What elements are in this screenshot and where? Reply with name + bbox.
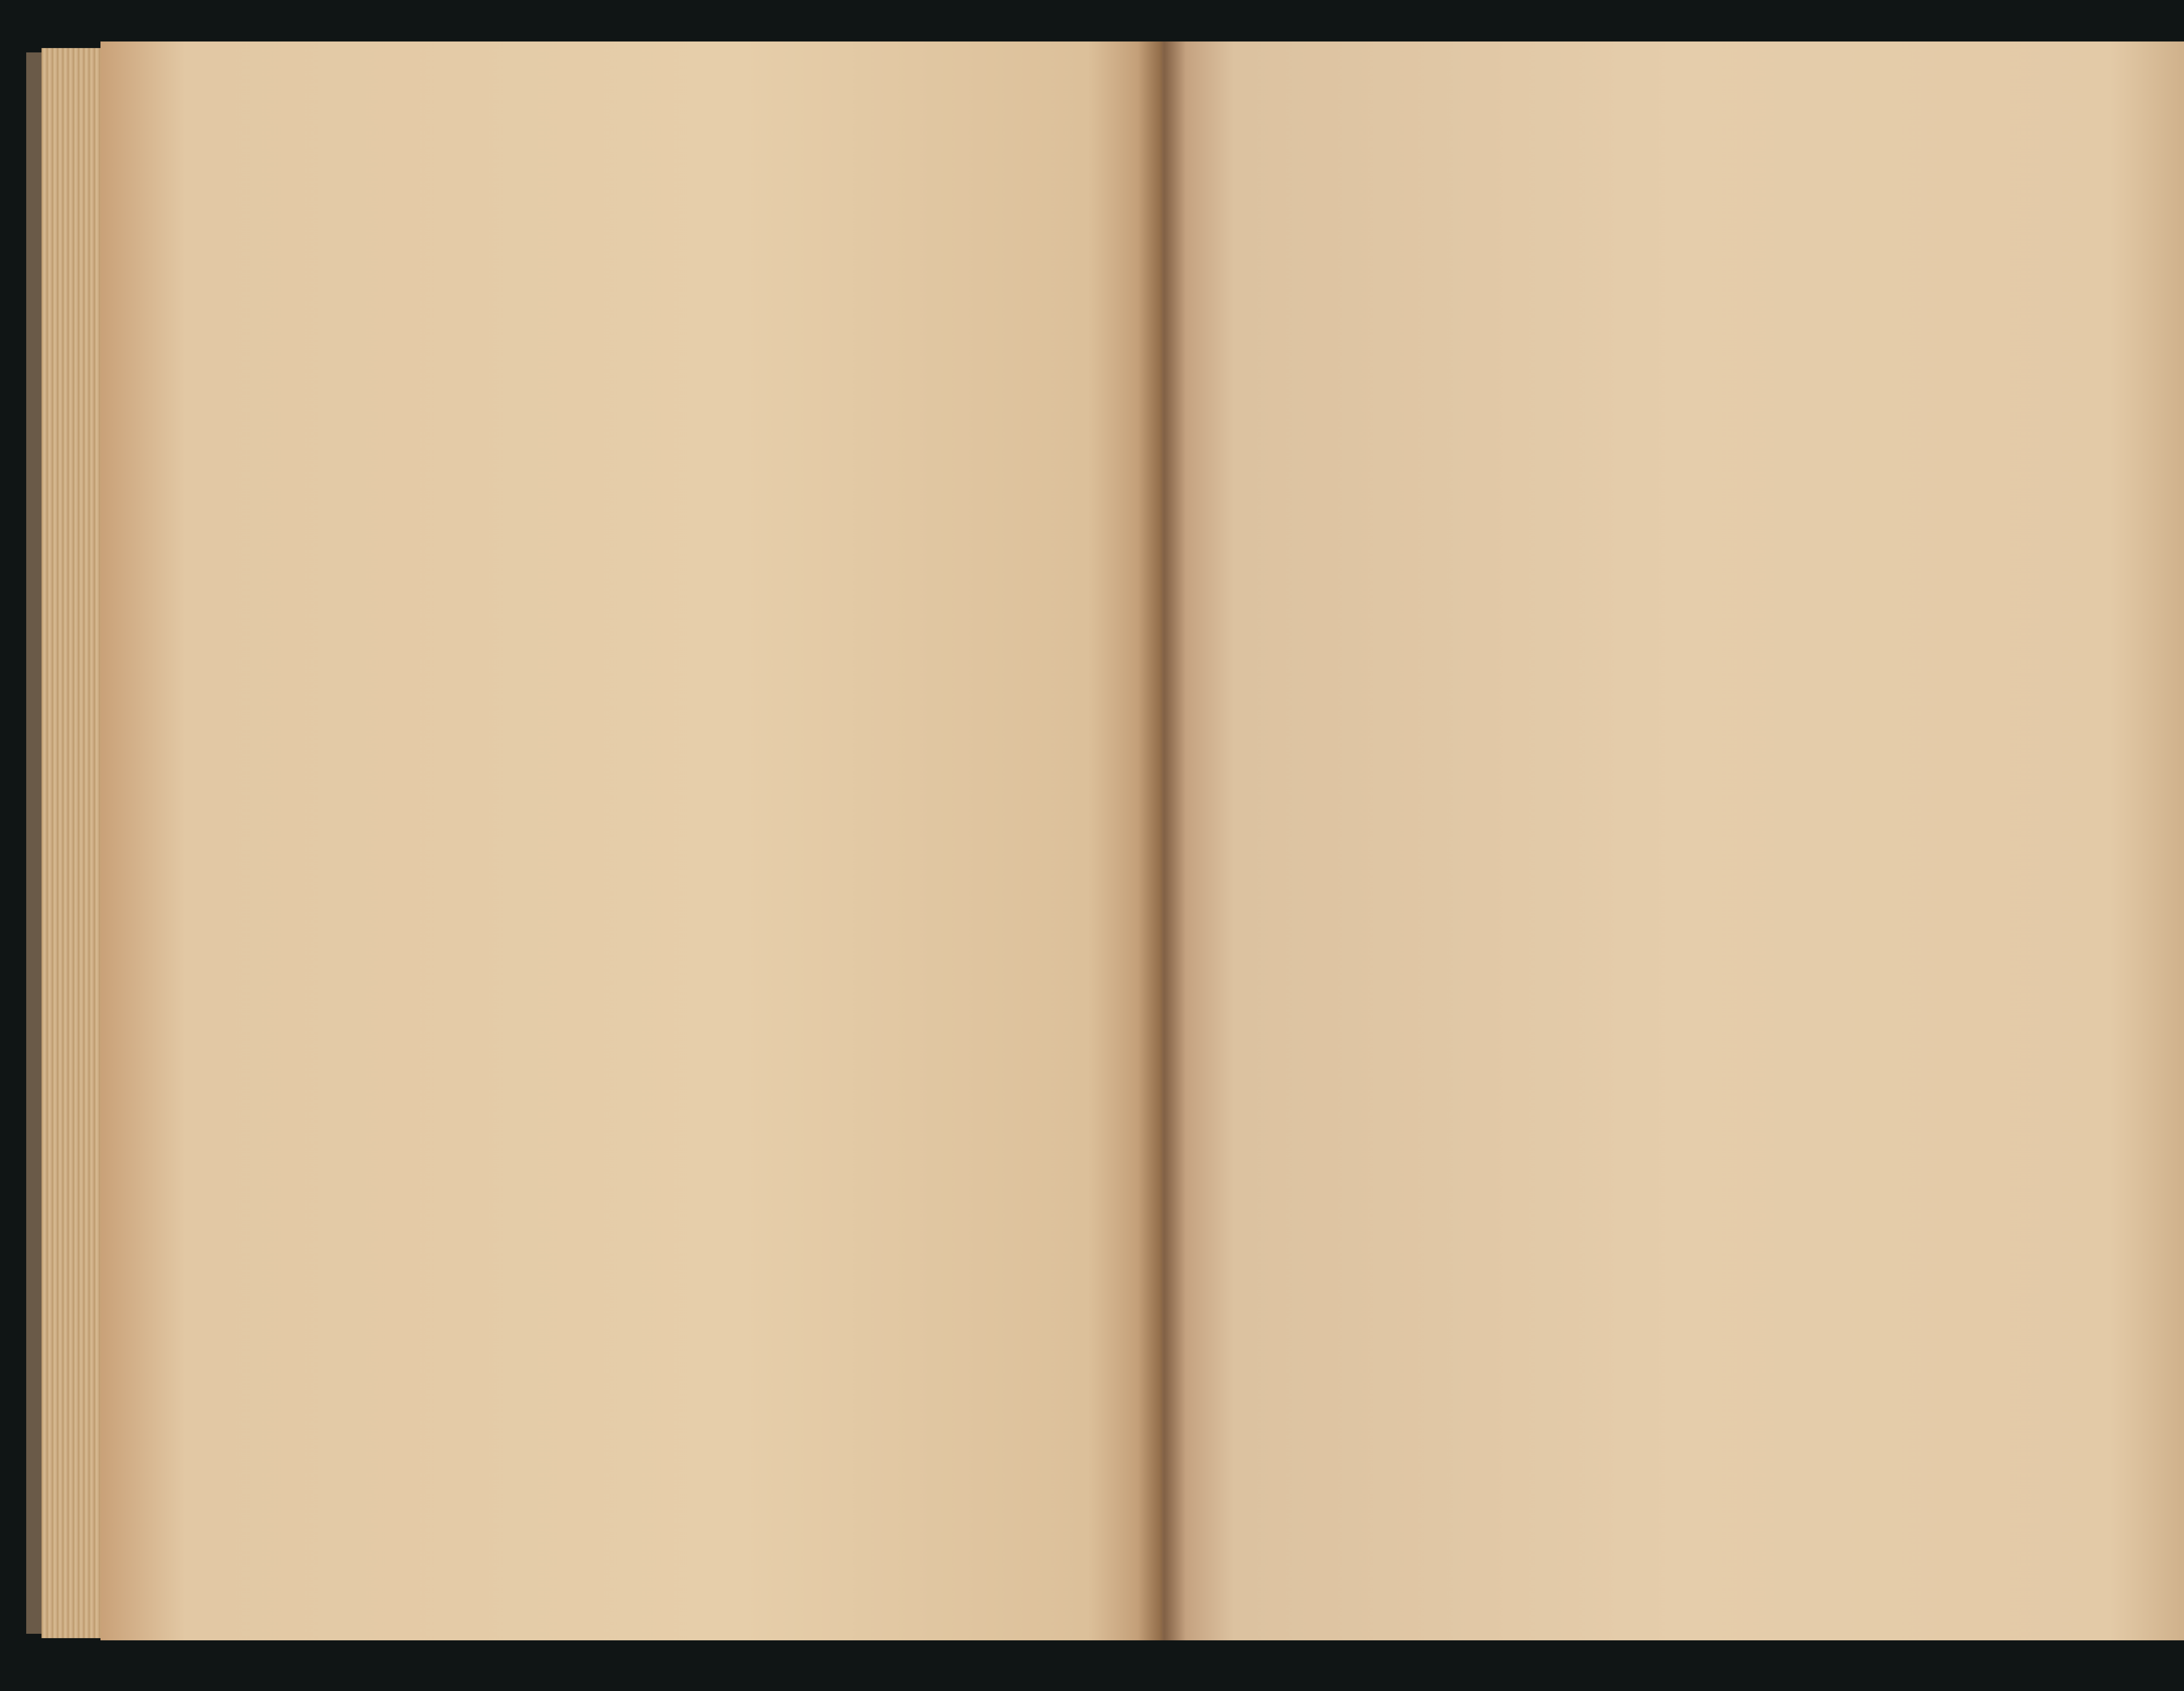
page-left xyxy=(100,41,1162,1640)
page-right xyxy=(1162,41,2184,1640)
left-cover-edge xyxy=(26,52,44,1634)
left-page-edges xyxy=(41,48,103,1638)
book-gutter xyxy=(1138,41,1186,1640)
